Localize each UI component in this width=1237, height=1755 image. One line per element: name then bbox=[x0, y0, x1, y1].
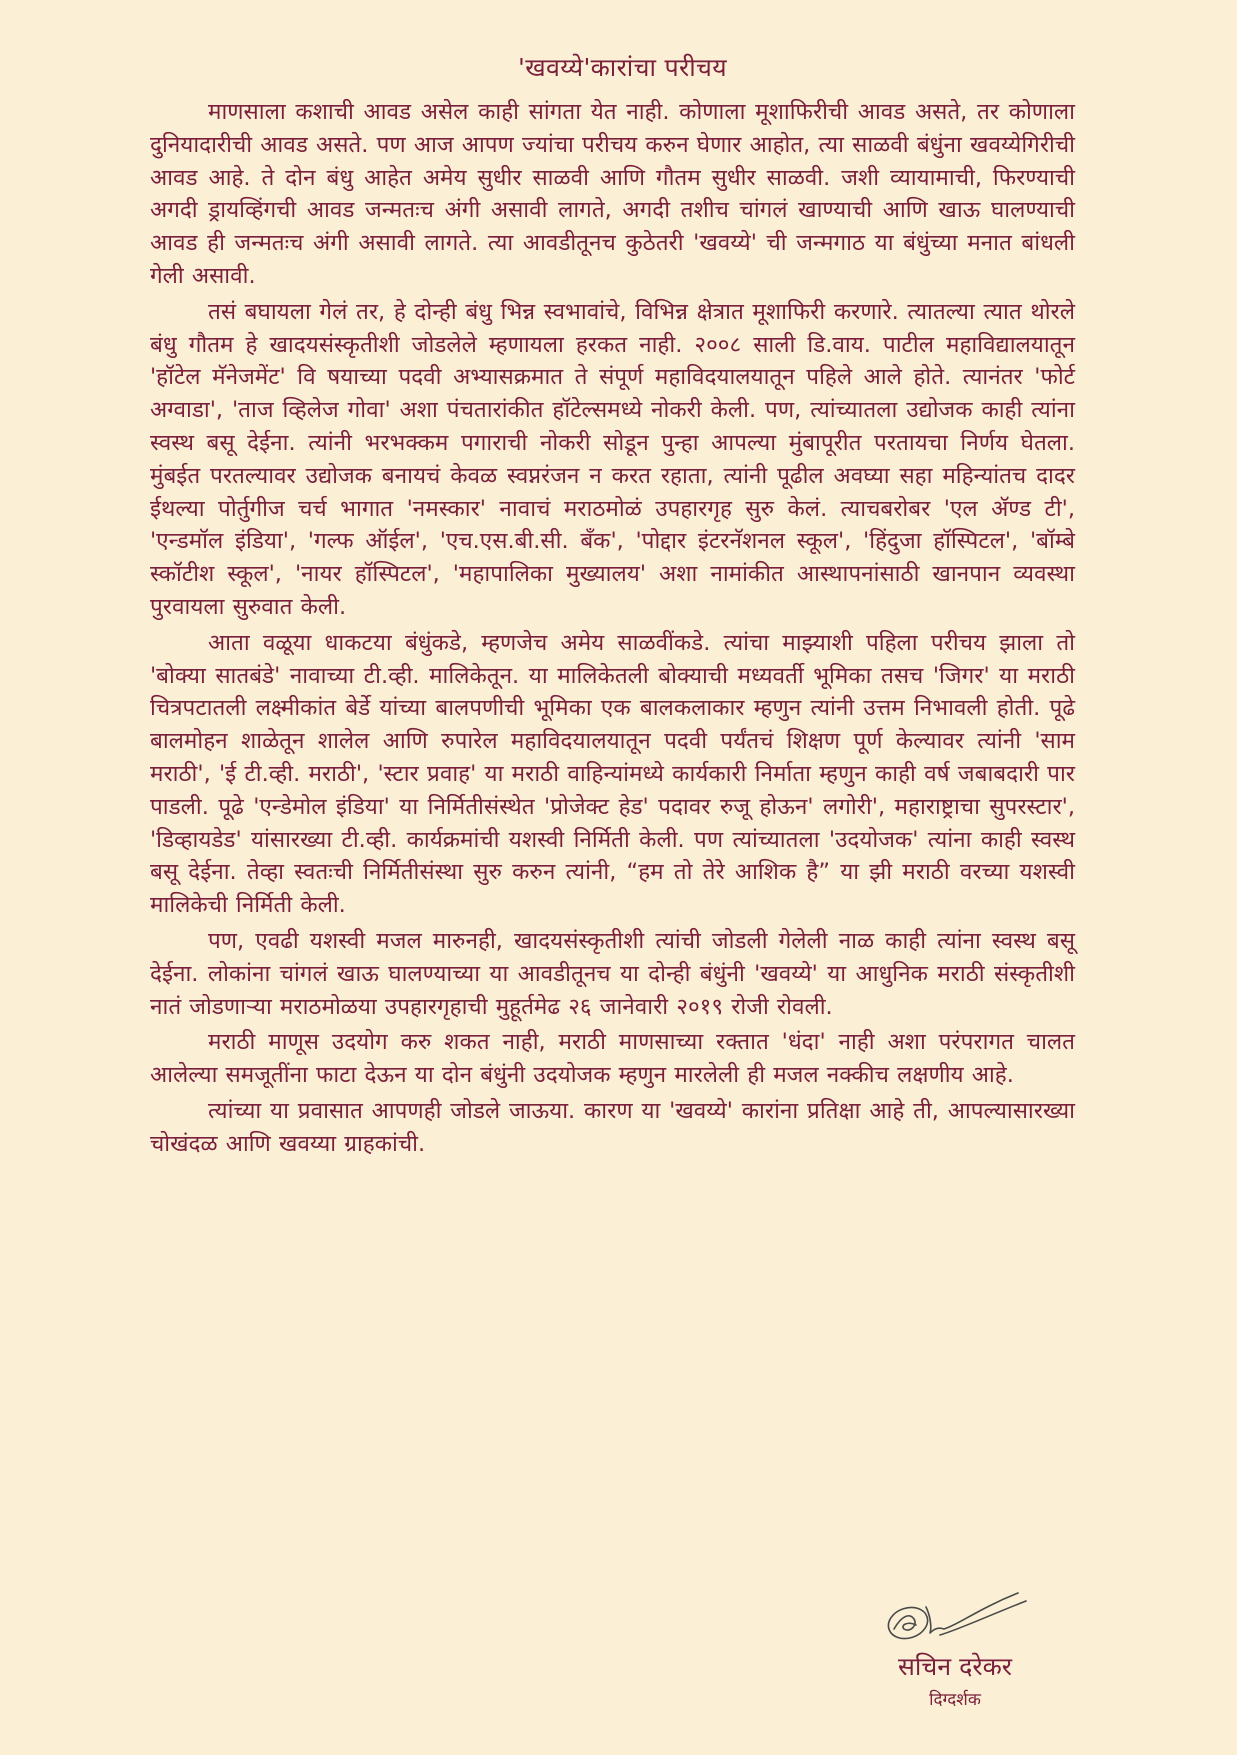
signatory-role: दिग्दर्शक bbox=[929, 1690, 981, 1710]
paragraph-amey: आता वळूया धाकटया बंधुंकडे, म्हणजेच अमेय साळवींकडे. त्यांचा माझ्याशी पहिला परीचय झाला तो 'बोक्या सातबंडे' नावाच्या टी.व्ही. मालिकेतून. या मालिकेतली बोक्याची मध्यवर्ती भूमिका तसच 'जिगर' या मराठी चित्रपटातली लक्ष्मीकांत बेर्डे यांच्या बालपणीची भूमिका एक बालकलाकार म्हणुन त्यांनी उत्तम निभावली होती. पूढे बालमोहन शाळेतून शालेल आणि रुपारेल महाविदयालयातून पदवी पर्यंतचं शिक्षण पूर्ण केल्यावर त्यांनी 'साम मराठी', 'ई टी.व्ही. मराठी', 'स्टार प्रवाह' या मराठी वाहिन्यांमध्ये कार्यकारी निर्माता म्हणुन काही वर्ष जबाबदारी पार पाडली. पूढे 'एन्डेमोल इंडिया' या निर्मितीसंस्थेत 'प्रोजेक्ट हेड' पदावर रुजू होऊन' लगोरी', महाराष्ट्राचा सुपरस्टार', 'डिव्हायडेड' यांसारख्या टी.व्ही. कार्यक्रमांची यशस्वी निर्मिती केली. पण त्यांच्यातला 'उदयोजक' त्यांना काही स्वस्थ बसू देईना. तेव्हा स्वतःची निर्मितीसंस्था सुरु करुन त्यांनी, “हम तो तेरे आशिक है” या झी मराठी वरच्या यशस्वी मालिकेची निर्मिती केली. bbox=[150, 629, 1075, 919]
paragraph-closing: त्यांच्या या प्रवासात आपणही जोडले जाऊया. कारण या 'खवय्ये' कारांना प्रतिक्षा आहे ती, आपल्यासारख्या चोखंदळ आणि खवय्या ग्राहकांची. bbox=[150, 1097, 1075, 1157]
page-title: 'खवय्ये'कारांचा परीचय bbox=[518, 53, 727, 82]
paragraph-intro: माणसाला कशाची आवड असेल काही सांगता येत नाही. कोणाला मूशाफिरीची आवड असते, तर कोणाला दुनियादारीची आवड असते. पण आज आपण ज्यांचा परीचय करुन घेणार आहोत, त्या साळवी बंधुंना खवय्येगिरीची आवड आहे. ते दोन बंधु आहेत अमेय सुधीर साळवी आणि गौतम सुधीर साळवी. जशी व्यायामाची, फिरण्याची अगदी ड्रायव्हिंगची आवड जन्मतःच अंगी असावी लागते, अगदी तशीच चांगलं खाण्याची आणि खाऊ घालण्याची आवड ही जन्मतःच अंगी असावी लागते. त्या आवडीतूनच कुठेतरी 'खवय्ये' ची जन्मगाठ या बंधुंच्या मनात बांधली गेली असावी. bbox=[150, 99, 1075, 289]
paragraph-khavayye-founding: पण, एवढी यशस्वी मजल मारुनही, खादयसंस्कृतीशी त्यांची जोडली गेलेली नाळ काही त्यांना स्वस्थ बसू देईना. लोकांना चांगलं खाऊ घालण्याच्या या आवडीतूनच या दोन्ही बंधुंनी 'खवय्ये' या आधुनिक मराठी संस्कृतीशी नातं जोडणाऱ्या मराठमोळया उपहारगृहाची मुहूर्तमेढ २६ जानेवारी २०१९ रोजी रोवली. bbox=[150, 927, 1075, 1020]
handwritten-signature-icon bbox=[880, 1585, 1030, 1647]
signatory-name: सचिन दरेकर bbox=[898, 1652, 1012, 1681]
letter-page bbox=[150, 50, 1075, 1710]
paragraph-gautam: तसं बघायला गेलं तर, हे दोन्ही बंधु भिन्न स्वभावांचे, विभिन्न क्षेत्रात मूशाफिरी करणारे. त्यातल्या त्यात थोरले बंधु गौतम हे खादयसंस्कृतीशी जोडलेले म्हणायला हरकत नाही. २००८ साली डि.वाय. पाटील महाविद्यालयातून 'हॉटेल मॅनेजमेंट' वि षयाच्या पदवी अभ्यासक्रमात ते संपूर्ण महाविदयालयातून पहिले आले होते. त्यानंतर 'फोर्ट अग्वाडा', 'ताज व्हिलेज गोवा' अशा पंचतारांकीत हॉटेल्समध्ये नोकरी केली. पण, त्यांच्यातला उद्योजक काही त्यांना स्वस्थ बसू देईना. त्यांनी भरभक्कम पगाराची नोकरी सोडून पुन्हा आपल्या मुंबापूरीत परतायचा निर्णय घेतला. मुंबईत परतल्यावर उद्योजक बनायचं केवळ स्वप्नरंजन न करत रहाता, त्यांनी पूढील अवघ्या सहा महिन्यांतच दादर ईथल्या पोर्तुगीज चर्च भागात 'नमस्कार' नावाचं मराठमोळं उपहारगृह सुरु केलं. त्याचबरोबर 'एल ॲण्ड टी', 'एन्डमॉल इंडिया', 'गल्फ ऑईल', 'एच.एस.बी.सी. बॅंक', 'पोद्दार इंटरनॅशनल स्कूल', 'हिंदुजा हॉस्पिटल', 'बॉम्बे स्कॉटीश स्कूल', 'नायर हॉस्पिटल', 'महापालिका मुख्यालय' अशा नामांकीत आस्थापनांसाठी खानपान व्यवस्था पुरवायला सुरुवात केली. bbox=[150, 298, 1075, 620]
paragraph-entrepreneurship: मराठी माणूस उदयोग करु शकत नाही, मराठी माणसाच्या रक्तात 'धंदा' नाही अशा परंपरागत चालत आलेल्या समजूतींना फाटा देऊन या दोन बंधुंनी उदयोजक म्हणुन मारलेली ही मजल नक्कीच लक्षणीय आहे. bbox=[150, 1029, 1075, 1089]
signature-block bbox=[835, 1585, 1075, 1710]
